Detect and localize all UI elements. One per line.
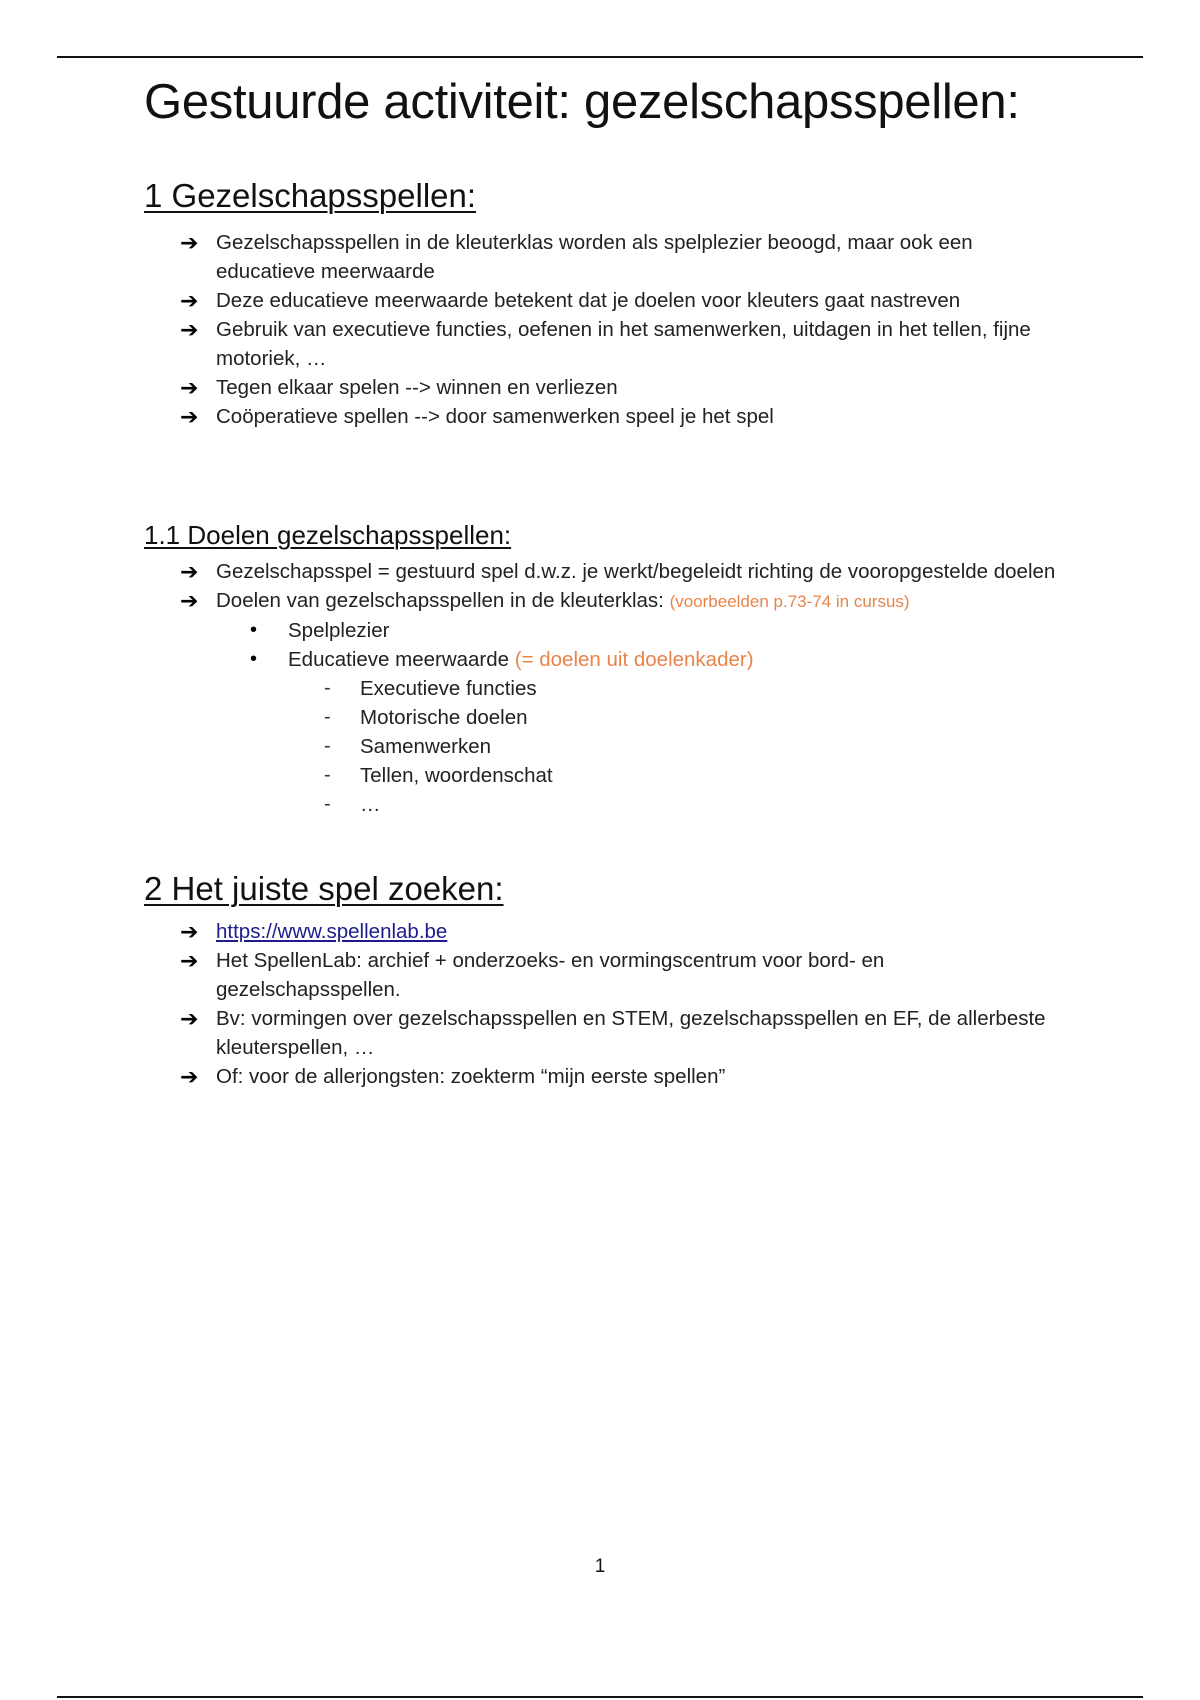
section-heading-doelen: 1.1 Doelen gezelschapsspellen: <box>144 520 512 550</box>
list-item: - … <box>144 790 1064 819</box>
section1-1-list <box>144 557 1064 616</box>
right-arrow-icon: ➔ <box>180 404 199 429</box>
dash: - <box>324 706 331 728</box>
right-arrow-icon: ➔ <box>180 288 199 313</box>
right-arrow-icon: ➔ <box>180 948 199 973</box>
list-item: ➔ Deze educatieve meerwaarde betekent dat je doelen voor kleuters gaat nastreven <box>180 288 961 313</box>
list-item: ➔ Gezelschapsspel = gestuurd spel d.w.z. je werkt/begeleidt richting de vooropgestelde doelen <box>180 559 1056 584</box>
list-item: • Spelplezier <box>144 616 1064 645</box>
goals-dash-list <box>144 674 1064 819</box>
right-arrow-icon: ➔ <box>180 317 199 342</box>
list-item: - Motorische doelen <box>144 703 1064 732</box>
right-arrow-icon: ➔ <box>180 559 199 584</box>
list-item: - Executieve functies <box>144 674 1064 703</box>
bullet-dot: • <box>250 648 258 670</box>
right-arrow-icon: ➔ <box>180 919 199 944</box>
list-item: ➔ Het SpellenLab: archief + onderzoeks- en vormingscentrum voor bord- en gezelschapsspellen. <box>180 948 885 1001</box>
list-item: ➔ Of: voor de allerjongsten: zoekterm “mijn eerste spellen” <box>180 1064 726 1089</box>
list-item: - Tellen, woordenschat <box>144 761 1064 790</box>
bullet-dot: • <box>250 619 258 641</box>
list-item: ➔ Gebruik van executieve functies, oefenen in het samenwerken, uitdagen in het tellen, fijne motoriek, … <box>180 317 1031 370</box>
course-reference-note: (voorbeelden p.73-74 in cursus) <box>669 592 910 611</box>
right-arrow-icon: ➔ <box>180 588 199 613</box>
page-title: Gestuurde activiteit: gezelschapsspellen: <box>144 75 1020 129</box>
right-arrow-icon: ➔ <box>180 1064 199 1089</box>
list-item: ➔ Gezelschapsspellen in de kleuterklas worden als spelplezier beoogd, maar ook een educatieve meerwaarde <box>180 230 973 283</box>
right-arrow-icon: ➔ <box>180 375 199 400</box>
dash: - <box>324 677 331 699</box>
list-item: • Educatieve meerwaarde (= doelen uit doelenkader) <box>144 645 1064 674</box>
spellenlab-link[interactable]: https://www.spellenlab.be <box>216 920 448 943</box>
document-body <box>144 72 1064 1091</box>
page-number: 1 <box>594 1556 606 1577</box>
right-arrow-icon: ➔ <box>180 230 199 255</box>
list-item: ➔ Bv: vormingen over gezelschapsspellen en STEM, gezelschapsspellen en EF, de allerbeste kleuterspellen, … <box>180 1006 1046 1059</box>
dash: - <box>324 793 331 815</box>
bottom-rule <box>57 1696 1143 1698</box>
list-item: ➔ Coöperatieve spellen --> door samenwerken speel je het spel <box>180 404 774 429</box>
dash: - <box>324 764 331 786</box>
list-item: ➔ Doelen van gezelschapsspellen in de kleuterklas: (voorbeelden p.73-74 in cursus) <box>180 588 910 613</box>
top-rule <box>57 56 1143 58</box>
section-heading-juiste-spel: 2 Het juiste spel zoeken: <box>144 870 504 907</box>
section-heading-gezelschapsspellen: 1 Gezelschapsspellen: <box>144 177 477 214</box>
list-item <box>144 917 1064 946</box>
section2-list <box>144 917 1064 1091</box>
list-item: ➔ Tegen elkaar spelen --> winnen en verliezen <box>180 375 618 400</box>
section1-list <box>144 228 1064 431</box>
list-item: - Samenwerken <box>144 732 1064 761</box>
doelenkader-note: (= doelen uit doelenkader) <box>514 648 754 671</box>
right-arrow-icon: ➔ <box>180 1006 199 1031</box>
dash: - <box>324 735 331 757</box>
goals-bullet-list <box>144 616 1064 674</box>
